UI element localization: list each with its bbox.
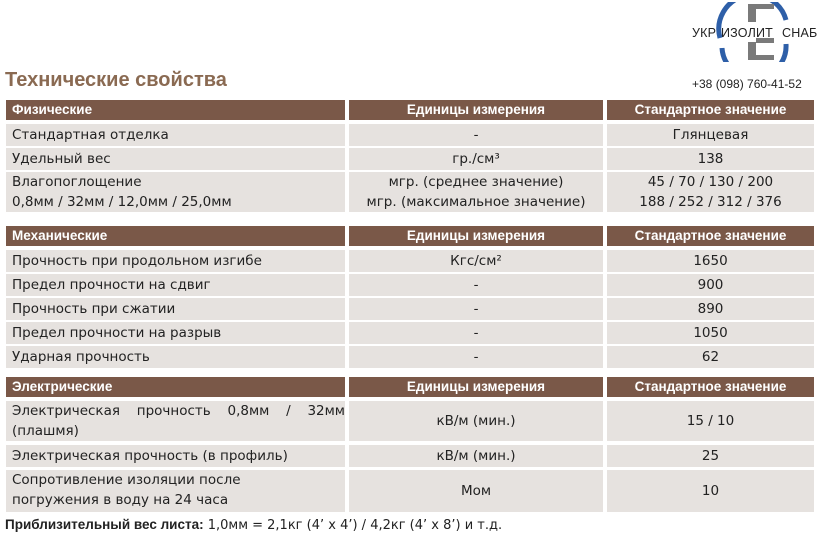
- cell-line: гр./см³: [452, 151, 500, 167]
- unit-cell: [349, 124, 603, 146]
- property-name-cell: [6, 124, 345, 146]
- unit-cell: [349, 470, 603, 512]
- cell-line: Электрическая прочность (в профиль): [12, 448, 288, 464]
- cell-line: (плашмя): [12, 423, 79, 439]
- unit-cell: [349, 445, 603, 467]
- cell-line: кВ/м (мин.): [436, 413, 516, 429]
- header-cell: Стандартное значение: [607, 377, 814, 397]
- table-row: [6, 250, 814, 272]
- header-cell: Единицы измерения: [349, 377, 603, 397]
- table-row: [6, 274, 814, 296]
- company-logo: [692, 2, 820, 62]
- cell-line: 25: [701, 448, 720, 464]
- cell-line: Стандартная отделка: [12, 127, 169, 143]
- unit-cell: [349, 250, 603, 272]
- cell-line: 1650: [693, 253, 728, 269]
- cell-line: Электрическая прочность 0,8мм / 32мм: [12, 403, 345, 419]
- note-label: Приблизительный вес листа:: [5, 517, 204, 532]
- logo-text-middle: ИЗОЛИТ: [721, 26, 773, 40]
- value-cell: [607, 298, 814, 320]
- cell-line: мгр. (среднее значение): [388, 174, 564, 190]
- cell-line: 45 / 70 / 130 / 200: [647, 174, 774, 190]
- value-cell: [607, 470, 814, 512]
- unit-cell: [349, 274, 603, 296]
- table-row: [6, 148, 814, 170]
- property-name-cell: [6, 298, 345, 320]
- sheet-weight-note: [5, 517, 502, 533]
- section-header-physical: [6, 100, 814, 120]
- table-row: [6, 470, 814, 512]
- header-cell: Стандартное значение: [607, 100, 814, 120]
- cell-line: 188 / 252 / 312 / 376: [639, 194, 782, 210]
- property-name-cell: [6, 401, 345, 441]
- cell-line: -: [473, 349, 479, 365]
- header-cell: Физические: [6, 100, 345, 120]
- unit-cell: [349, 401, 603, 441]
- cell-line: Предел прочности на разрыв: [12, 325, 222, 341]
- property-name-cell: [6, 470, 345, 512]
- unit-cell: [349, 172, 603, 212]
- cell-line: Прочность при продольном изгибе: [12, 253, 262, 269]
- table-row: [6, 445, 814, 467]
- unit-cell: [349, 298, 603, 320]
- value-cell: [607, 274, 814, 296]
- cell-line: погружения в воду на 24 часа: [12, 492, 229, 508]
- table-row: [6, 124, 814, 146]
- page-title: Технические свойства: [5, 69, 227, 91]
- table-row: [6, 322, 814, 344]
- property-name-cell: [6, 250, 345, 272]
- unit-cell: [349, 346, 603, 368]
- cell-line: 10: [701, 483, 720, 499]
- table-row: [6, 346, 814, 368]
- table-row: [6, 298, 814, 320]
- value-cell: [607, 322, 814, 344]
- cell-line: Ударная прочность: [12, 349, 150, 365]
- cell-line: Мом: [460, 483, 492, 499]
- unit-cell: [349, 148, 603, 170]
- cell-line: мгр. (максимальное значение): [366, 194, 586, 210]
- value-cell: [607, 445, 814, 467]
- unit-cell: [349, 322, 603, 344]
- cell-line: Удельный вес: [12, 151, 111, 167]
- property-name-cell: [6, 346, 345, 368]
- section-header-mechanical: [6, 226, 814, 246]
- value-cell: [607, 250, 814, 272]
- cell-line: 890: [697, 301, 724, 317]
- cell-line: 0,8мм / 32мм / 12,0мм / 25,0мм: [12, 194, 232, 210]
- section-header-electrical: [6, 377, 814, 397]
- property-name-cell: [6, 322, 345, 344]
- property-name-cell: [6, 172, 345, 212]
- property-name-cell: [6, 274, 345, 296]
- cell-line: 900: [697, 277, 724, 293]
- header-cell: Механические: [6, 226, 345, 246]
- header-cell: Единицы измерения: [349, 100, 603, 120]
- table-row: [6, 401, 814, 441]
- phone-number: +38 (098) 760-41-52: [692, 77, 802, 91]
- value-cell: [607, 148, 814, 170]
- cell-line: 1050: [693, 325, 728, 341]
- value-cell: [607, 401, 814, 441]
- property-name-cell: [6, 148, 345, 170]
- cell-line: -: [473, 301, 479, 317]
- cell-line: Сопротивление изоляции после: [12, 472, 241, 488]
- cell-line: Влагопоглощение: [12, 174, 142, 190]
- header-cell: Единицы измерения: [349, 226, 603, 246]
- cell-line: 138: [697, 151, 724, 167]
- note-text: 1,0мм = 2,1кг (4’ х 4’) / 4,2кг (4’ х 8’) и т.д.: [203, 518, 503, 533]
- logo-text-right: СНАБ: [782, 26, 818, 40]
- cell-line: -: [473, 325, 479, 341]
- value-cell: [607, 346, 814, 368]
- logo-text-left: УКР: [692, 26, 717, 40]
- cell-line: Прочность при сжатии: [12, 301, 176, 317]
- cell-line: кВ/м (мин.): [436, 448, 516, 464]
- header-cell: Стандартное значение: [607, 226, 814, 246]
- header-cell: Электрические: [6, 377, 345, 397]
- cell-line: Кгс/см²: [450, 253, 502, 269]
- value-cell: [607, 172, 814, 212]
- value-cell: [607, 124, 814, 146]
- cell-line: 15 / 10: [686, 413, 735, 429]
- property-name-cell: [6, 445, 345, 467]
- cell-line: -: [473, 277, 479, 293]
- cell-line: Предел прочности на сдвиг: [12, 277, 211, 293]
- table-row: [6, 172, 814, 212]
- cell-line: 62: [701, 349, 720, 365]
- cell-line: Глянцевая: [672, 127, 749, 143]
- cell-line: -: [473, 127, 479, 143]
